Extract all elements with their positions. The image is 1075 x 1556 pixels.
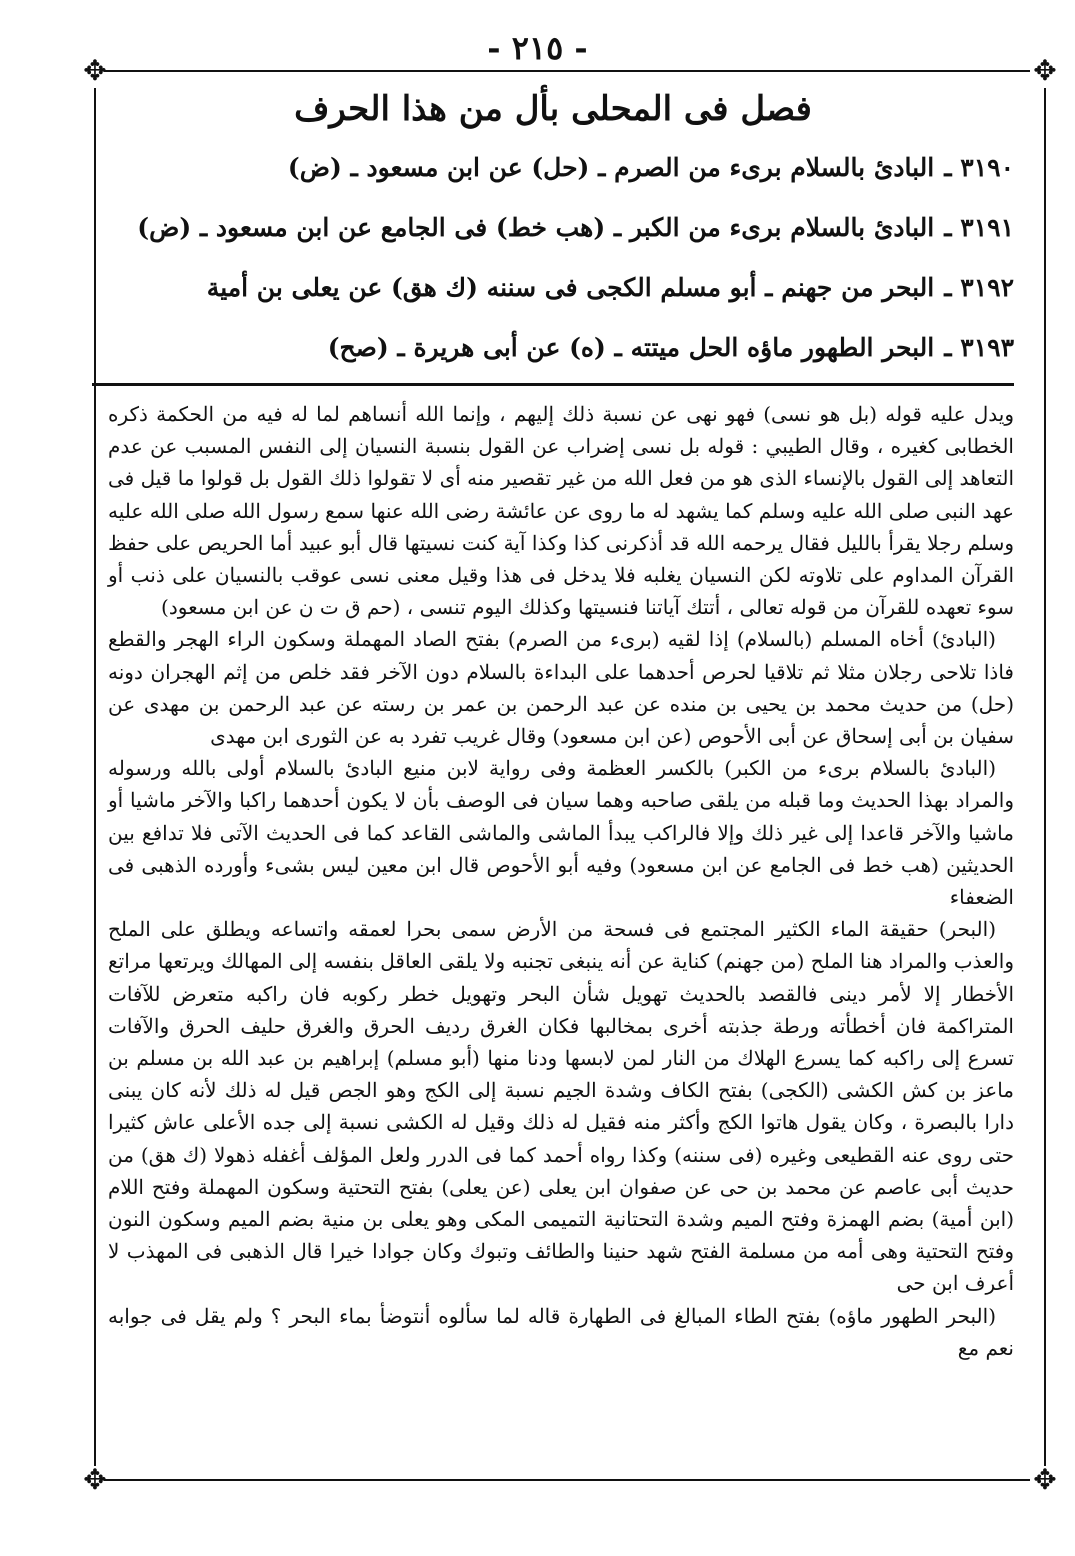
hadith-number: ٣١٩٠ ـ xyxy=(944,153,1014,182)
corner-ornament-icon: ✥ xyxy=(1033,1463,1057,1496)
hadith-text: البادئ بالسلام برىء من الكبر ـ (هب خط) فى الجامع عن ابن مسعود ـ (ض) xyxy=(137,213,935,242)
commentary-body xyxy=(108,398,1014,1364)
hadith-number: ٣١٩٣ ـ xyxy=(944,333,1014,362)
hadith-header xyxy=(92,80,1014,378)
commentary-paragraph: (البحر) حقيقة الماء الكثير المجتمع فى فسحة من الأرض سمى بحرا لعمقه واتساعه ويطلق على الملح والعذب والمراد هنا الملح (من جهنم) كناية عن أنه ينبغى تجنبه ولا يلقى العاقل بنفسه إلى المهالك ويرتعها مراتع الأخطار إلا لأمر دينى فالقصد بالحديث تهويل شأن البحر وتهويل خطر ركوبه فان راكبه متعرض للآفات المتراكمة فان أخطأته ورطة جذبته أخرى بمخالبها فكان الغرق رديف الحرق والغرق حليف الحرق والآفات تسرع إلى راكبه كما يسرع الهلاك من النار لمن لابسها ودنا منها (أبو مسلم) إبراهيم بن عبد الله بن مسلم بن ماعز بن كش الكشى (الكجى) بفتح الكاف وشدة الجيم نسبة إلى الكج وهو الجص قيل له ذلك لأنه كان يبنى دارا بالبصرة ، وكان يقول هاتوا الكج وأكثر منه فقيل له ذلك وقيل له الكشى نسبة إلى جده الأعلى عاش كثيرا حتى روى عنه القطيعى وغيره (فى سننه) وكذا رواه أحمد كما فى الدرر ولعل المؤلف أغفله ذهولا (ك هق) من حديث أبى عاصم عن محمد بن حى عن صفوان ابن يعلى (عن يعلى) بفتح التحتية وسكون المهملة وفتح اللام (ابن أمية) بضم الهمزة وفتح الميم وشدة التحتانية التميمى المكى وهو يعلى بن منية بضم الميم وسكون النون وفتح التحتية وهى أمه من مسلمة الفتح شهد حنينا والطائف وتبوك وكان جوادا خيرا قال الذهبى فى المهذب لا أعرف ابن حى xyxy=(108,917,1014,1296)
frame-top-line xyxy=(104,70,1030,72)
hadith-line xyxy=(92,258,1014,318)
hadith-text: البادئ بالسلام برىء من الصرم ـ (حل) عن ابن مسعود ـ (ض) xyxy=(287,153,935,182)
section-title: فصل فى المحلى بأل من هذا الحرف xyxy=(294,89,812,129)
commentary-paragraph: (البادئ بالسلام برىء من الكبر) بالكسر العظمة وفى رواية لابن منيع البادئ بالسلام أولى بالله ورسوله والمراد بهذا الحديث وما قبله من يلقى صاحبه وهما سيان فى الوصف بأن لا يكون أحدهما راكبا والآخر ماشيا أو ماشيا والآخر قاعدا إلى غير ذلك وإلا فالراكب يبدأ الماشى والماشى القاعد كما فى الحديث الآتى فلا تدافع بين الحديثين (هب خط فى الجامع عن ابن مسعود) وفيه أبو الأحوص قال ابن معين ليس بشىء وأورده الذهبى فى الضعفاء xyxy=(108,756,1014,910)
frame-right-line xyxy=(1044,88,1046,1466)
hadith-number: ٣١٩٢ ـ xyxy=(944,273,1014,302)
hadith-line xyxy=(92,198,1014,258)
corner-ornament-icon: ✥ xyxy=(83,54,107,87)
hadith-line xyxy=(92,138,1014,198)
section-divider xyxy=(92,383,1014,386)
hadith-number: ٣١٩١ ـ xyxy=(944,213,1014,242)
page-number: - ٢١٥ - xyxy=(487,29,588,67)
hadith-line xyxy=(92,318,1014,378)
hadith-text: البحر الطهور ماؤه الحل ميتته ـ (ه) عن أبى هريرة ـ (صح) xyxy=(327,333,935,362)
corner-ornament-icon: ✥ xyxy=(83,1463,107,1496)
corner-ornament-icon: ✥ xyxy=(1033,54,1057,87)
commentary-paragraph: (البحر الطهور ماؤه) بفتح الطاء المبالغ فى الطهارة قاله لما سألوه أنتوضأ بماء البحر ؟ ولم يقل فى جوابه نعم مع xyxy=(108,1303,1014,1360)
frame-bottom-line xyxy=(104,1479,1030,1481)
commentary-paragraph: ويدل عليه قوله (بل هو نسى) فهو نهى عن نسبة ذلك إليهم ، وإنما الله أنساهم لما له فيه من الحكمة ذكره الخطابى كغيره ، وقال الطيبي : قوله بل نسى إضراب عن القول بنسبة النسيان إلى النفس المسبب عن عدم التعاهد إلى القول بالإنساء الذى هو من فعل الله من غير تقصير منه أى لا تقولوا ذلك القول بل قولوا ما قيل فى عهد النبى صلى الله عليه وسلم كما يشهد له ما روى عن عائشة رضى الله عنها سمع رسول الله صلى الله عليه وسلم رجلا يقرأ بالليل فقال يرحمه الله قد أذكرنى كذا وكذا آية كنت نسيتها قال أبو عبيد أما الحريص على حفظ القرآن المداوم على تلاوته لكن النسيان يغلبه فلا يدخل فى هذا وقيل معنى نسى عوقب بالنسيان على ذنب أو سوء تعهده للقرآن من قوله تعالى ، أتتك آياتنا فنسيتها وكذلك اليوم تنسى ، (حم ق ت ن عن ابن مسعود) xyxy=(108,402,1014,620)
commentary-paragraph: (البادئ) أخاه المسلم (بالسلام) إذا لقيه (برىء من الصرم) بفتح الصاد المهملة وسكون الراء الهجر والقطع فاذا تلاحى رجلان مثلا ثم تلاقيا لحرص أحدهما على البداءة بالسلام دون الآخر فقد خلص من إثم الهجران دونه (حل) من حديث محمد بن يحيى بن منده عن عبد الرحمن بن عمر بن رسته عن عبد الرحمن بن مهدى عن سفيان بن أبى إسحاق عن أبى الأحوص (عن ابن مسعود) وقال غريب تفرد به عن الثورى ابن مهدى xyxy=(108,627,1014,749)
hadith-text: البحر من جهنم ـ أبو مسلم الكجى فى سننه (ك هق) عن يعلى بن أمية xyxy=(206,273,935,302)
